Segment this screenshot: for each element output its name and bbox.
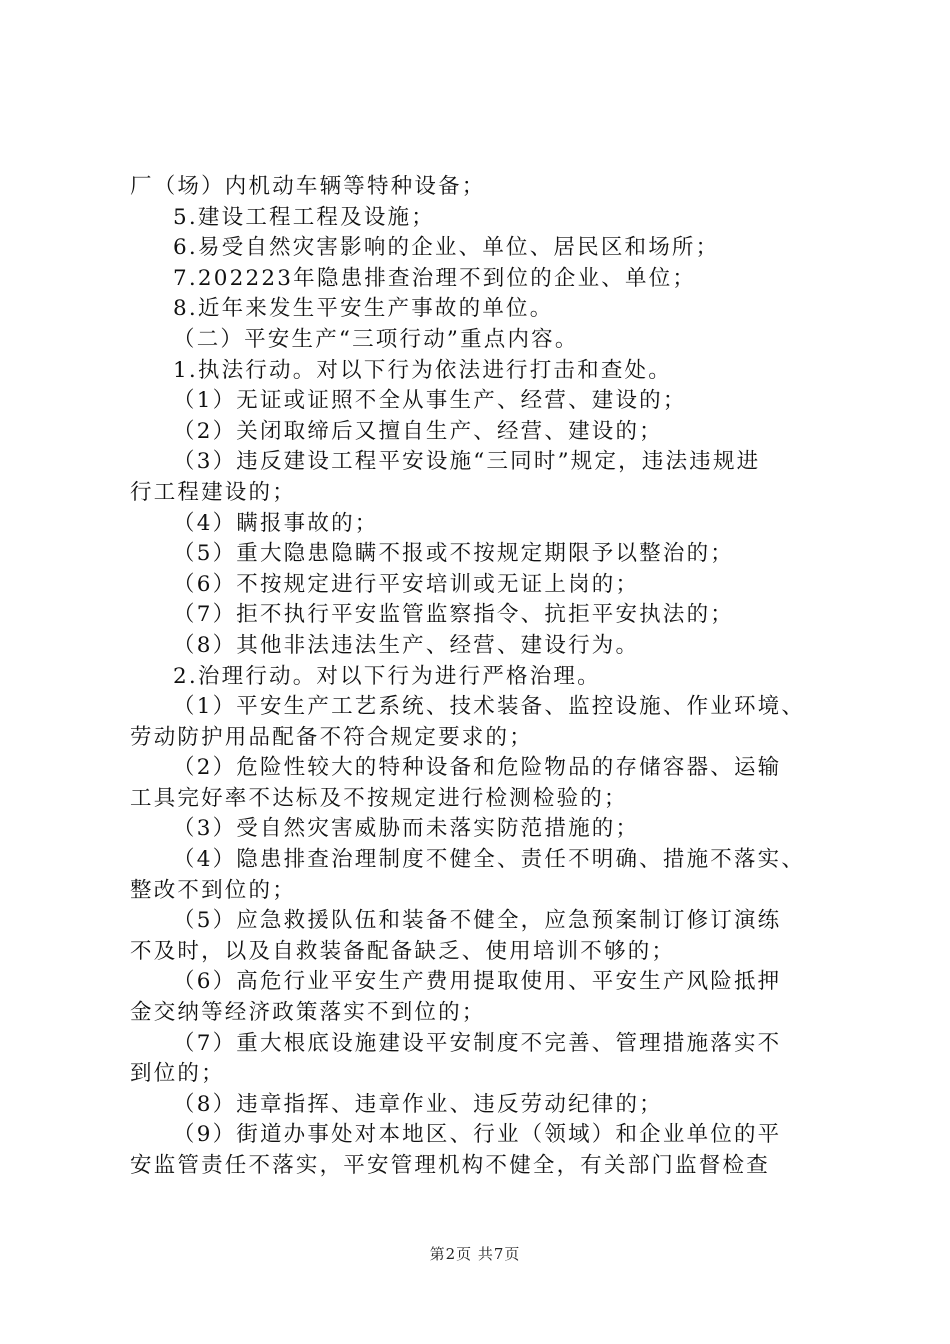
text-line: （4）瞒报事故的；	[173, 510, 379, 536]
text-line: （1）平安生产工艺系统、技术装备、监控设施、作业环境、	[173, 694, 806, 720]
text-line: 行工程建设的；	[130, 479, 296, 505]
text-line: 1.执法行动。对以下行为依法进行打击和查处。	[173, 357, 672, 383]
text-line: 金交纳等经济政策落实不到位的；	[130, 1000, 486, 1026]
text-line: 整改不到位的；	[130, 877, 296, 903]
text-line: 劳动防护用品配备不符合规定要求的；	[130, 724, 533, 750]
text-line: 6.易受自然灾害影响的企业、单位、居民区和场所；	[173, 235, 720, 261]
text-line: （9）街道办事处对本地区、行业（领域）和企业单位的平	[173, 1122, 782, 1148]
text-line: （2）关闭取缔后又擅自生产、经营、建设的；	[173, 418, 663, 444]
text-line: （6）不按规定进行平安培训或无证上岗的；	[173, 571, 640, 597]
text-line: （3）违反建设工程平安设施“三同时”规定，违法违规进	[173, 449, 761, 475]
text-line: （二）平安生产“三项行动”重点内容。	[173, 326, 579, 352]
text-line: （8）其他非法违法生产、经营、建设行为。	[173, 632, 640, 658]
text-line: 8.近年来发生平安生产事故的单位。	[173, 296, 554, 322]
text-line: 7.202223年隐患排查治理不到位的企业、单位；	[173, 265, 697, 291]
page-footer	[0, 1243, 950, 1264]
text-line: （1）无证或证照不全从事生产、经营、建设的；	[173, 388, 687, 414]
text-line: （7）拒不执行平安监管监察指令、抗拒平安执法的；	[173, 602, 734, 628]
text-line: （7）重大根底设施建设平安制度不完善、管理措施落实不	[173, 1030, 782, 1056]
page-number: 第2页 共7页	[429, 1245, 521, 1263]
text-line: （8）违章指挥、违章作业、违反劳动纪律的；	[173, 1091, 663, 1117]
text-line: （5）应急救援队伍和装备不健全，应急预案制订修订演练	[173, 908, 782, 934]
text-line: 到位的；	[130, 1061, 225, 1087]
text-line: （6）高危行业平安生产费用提取使用、平安生产风险抵押	[173, 969, 782, 995]
text-line: （2）危险性较大的特种设备和危险物品的存储容器、运输	[173, 755, 782, 781]
text-line: 5.建设工程工程及设施；	[173, 204, 435, 230]
text-line: 2.治理行动。对以下行为进行严格治理。	[173, 663, 601, 689]
text-line: 厂（场）内机动车辆等特种设备；	[130, 174, 486, 199]
text-line: 工具完好率不达标及不按规定进行检测检验的；	[130, 785, 628, 811]
text-line: （4）隐患排查治理制度不健全、责任不明确、措施不落实、	[173, 847, 806, 873]
text-line: （5）重大隐患隐瞒不报或不按规定期限予以整治的；	[173, 541, 734, 567]
text-line: 安监管责任不落实，平安管理机构不健全，有关部门监督检查	[130, 1153, 770, 1178]
text-line: （3）受自然灾害威胁而未落实防范措施的；	[173, 816, 640, 842]
document-body	[130, 172, 830, 1182]
text-line: 不及时，以及自救装备配备缺乏、使用培训不够的；	[130, 938, 676, 964]
